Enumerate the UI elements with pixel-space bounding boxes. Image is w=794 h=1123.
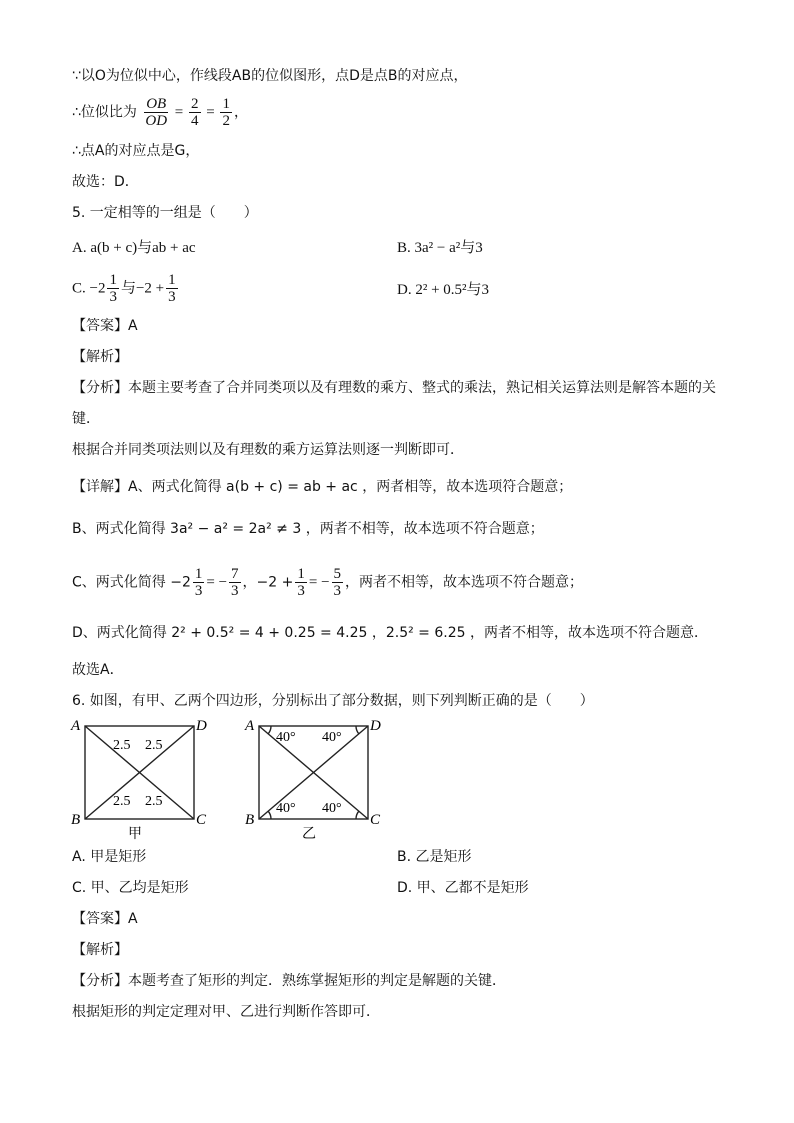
jia-label-d: D: [196, 718, 207, 734]
q5-detail-b: B、两式化简得 3a² − a² = 2a² ≠ 3 ，两者不相等，故本选项不符合题意；: [72, 521, 544, 537]
yi-caption: 乙: [302, 827, 316, 842]
q5-detail-c: C、两式化简得 −2 $\frac{1}{3}$ = − $\frac{7}{3}$ ，−2 + $\frac{1}{3}$ = − $\frac{5}{3}$ ，两者不相等，故本选项不符合题意；: [72, 566, 584, 599]
yi-label-c: C: [370, 812, 381, 828]
detail-c-frac-1-3-a: $\frac{1}{3}$: [194, 566, 203, 599]
ratio-fraction-ob-od: $\frac{OB}{OD}$: [145, 96, 168, 129]
q5-c-frac-2: $\frac{1}{3}$: [168, 272, 176, 305]
q5-stem: 5. 一定相等的一组是（ ）: [72, 205, 258, 221]
q5-fenxi-cont: 键．: [72, 411, 100, 427]
yi-label-d: D: [370, 718, 381, 734]
yi-angle-arc-b: [268, 811, 271, 819]
yi-angle-arc-d: [356, 726, 359, 734]
q5-option-b: B. 3a² − a²与3: [397, 240, 483, 256]
jia-segment-co: 2.5: [145, 794, 163, 809]
yi-angle-a: 40°: [276, 730, 296, 745]
figure-yi: [242, 712, 392, 842]
detail-c-frac-1-3-b: $\frac{1}{3}$: [297, 566, 305, 599]
q5-option-d: D. 2² + 0.5²与3: [397, 282, 490, 298]
jia-label-b: B: [71, 812, 81, 828]
yi-angle-b: 40°: [276, 801, 296, 816]
q5-conclusion: 故选A．: [72, 662, 124, 678]
intro-line-2-prefix: ∴位似比为: [72, 104, 137, 121]
jia-segment-ao: 2.5: [113, 738, 131, 753]
yi-angle-arc-a: [268, 726, 271, 734]
q6-option-a: A. 甲是矩形: [72, 849, 147, 865]
intro-line-1: ∵以O为位似中心，作线段AB的位似图形，点D是点B的对应点，: [72, 68, 468, 84]
yi-label-b: B: [245, 812, 255, 828]
q6-option-d: D. 甲、乙都不是矩形: [397, 880, 529, 896]
yi-angle-c: 40°: [322, 801, 342, 816]
q5-option-c: C. −2 $\frac{1}{3}$ 与−2 + $\frac{1}{3}$: [72, 272, 176, 305]
jia-segment-bo: 2.5: [113, 794, 131, 809]
q6-answer: 【答案】A: [72, 911, 138, 927]
q5-fenxi: 【分析】本题主要考查了合并同类项以及有理数的乘方、整式的乘法，熟记相关运算法则是解答本题的关: [72, 380, 716, 396]
q6-method: 根据矩形的判定定理对甲、乙进行判断作答即可．: [72, 1004, 380, 1020]
jia-label-c: C: [196, 812, 207, 828]
detail-c-frac-7-3: $\frac{7}{3}$: [231, 566, 239, 599]
q5-analysis-label: 【解析】: [72, 349, 128, 365]
ratio-fraction-1-2: $\frac{1}{2}$: [222, 96, 230, 129]
ratio-fraction-2-4: $\frac{2}{4}$: [191, 96, 199, 129]
intro-line-2: ∴位似比为 $\frac{OB}{OD}$ = $\frac{2}{4}$ = $\frac{1}{2}$ ，: [72, 96, 248, 129]
figure-jia: [66, 712, 216, 842]
yi-label-a: A: [245, 718, 255, 734]
intro-line-3: ∴点A的对应点是G，: [72, 143, 200, 159]
q6-stem: 6. 如图，有甲、乙两个四边形，分别标出了部分数据，则下列判断正确的是（ ）: [72, 693, 594, 709]
q6-analysis-label: 【解析】: [72, 942, 128, 958]
q5-method: 根据合并同类项法则以及有理数的乘方运算法则逐一判断即可．: [72, 442, 464, 458]
q5-detail-d: D、两式化简得 2² + 0.5² = 4 + 0.25 = 4.25 ，2.5² = 6.25 ，两者不相等，故本选项不符合题意．: [72, 625, 708, 641]
intro-line-4: 故选：D．: [72, 174, 139, 190]
jia-caption: 甲: [128, 827, 142, 842]
q6-option-b: B. 乙是矩形: [397, 849, 472, 865]
jia-label-a: A: [71, 718, 81, 734]
q5-c-frac-1: $\frac{1}{3}$: [109, 272, 117, 305]
yi-angle-d: 40°: [322, 730, 342, 745]
detail-c-frac-5-3: $\frac{5}{3}$: [333, 566, 342, 599]
q6-option-c: C. 甲、乙均是矩形: [72, 880, 189, 896]
yi-angle-arc-c: [356, 811, 359, 819]
q6-fenxi: 【分析】本题考查了矩形的判定．熟练掌握矩形的判定是解题的关键．: [72, 973, 506, 989]
q5-answer: 【答案】A: [72, 318, 138, 334]
q5-detail-a: 【详解】A、两式化简得 a(b + c) = ab + ac ，两者相等，故本选项符合题意；: [72, 479, 573, 495]
q5-option-a: A. a(b + c)与ab + ac: [72, 240, 196, 256]
jia-segment-do: 2.5: [145, 738, 163, 753]
